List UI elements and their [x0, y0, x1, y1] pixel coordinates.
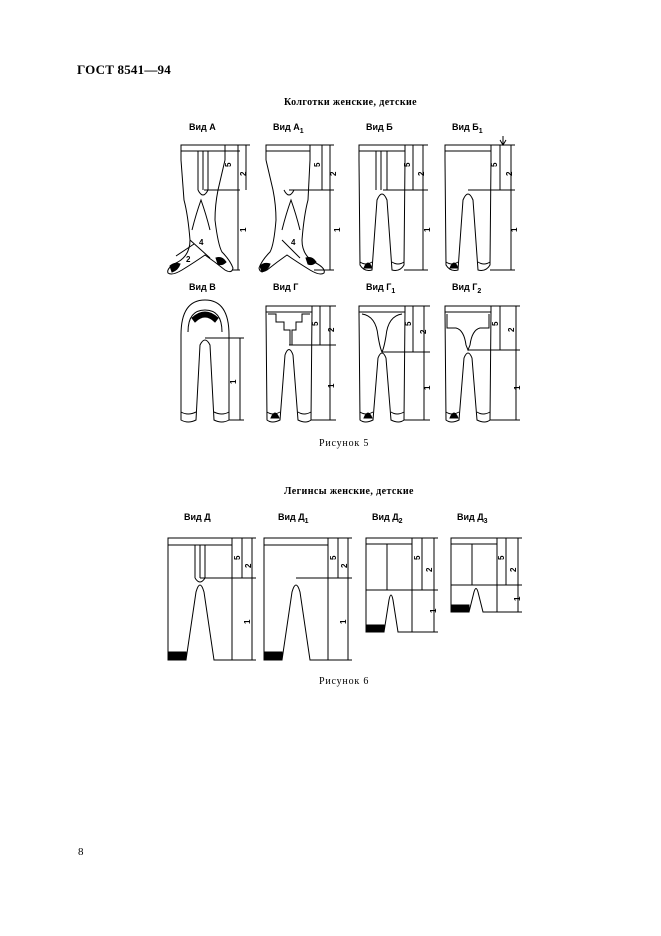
svg-text:5: 5: [311, 321, 320, 326]
drawing-view-v: [181, 300, 244, 422]
svg-text:2: 2: [186, 255, 191, 264]
figure6-title: Легинсы женские, детские: [284, 486, 414, 497]
svg-text:1: 1: [339, 619, 348, 624]
svg-text:4: 4: [199, 238, 204, 247]
svg-text:2: 2: [244, 563, 253, 568]
svg-text:5: 5: [490, 162, 499, 167]
figure5-title: Колготки женские, детские: [284, 97, 417, 108]
svg-text:1: 1: [423, 227, 432, 232]
svg-text:2: 2: [505, 171, 514, 176]
svg-text:2: 2: [425, 567, 434, 572]
drawing-view-g: [266, 306, 336, 422]
svg-text:1: 1: [243, 619, 252, 624]
view-label-a1: Вид $А_1$: [273, 122, 304, 135]
svg-text:1: 1: [239, 227, 248, 232]
drawing-view-d1: [264, 538, 352, 660]
svg-text:1: 1: [510, 227, 519, 232]
svg-text:2: 2: [417, 171, 426, 176]
drawing-view-d2: [366, 538, 438, 632]
view-label-g2: Вид $Г_2$: [452, 282, 482, 295]
view-label-b1: Вид $Б_1$: [452, 122, 483, 135]
drawing-view-g2: [445, 306, 522, 422]
figure5-caption: Рисунок 5: [319, 438, 370, 449]
svg-text:5: 5: [329, 555, 338, 560]
svg-text:1: 1: [423, 385, 432, 390]
svg-text:2: 2: [509, 567, 518, 572]
drawing-view-a: [168, 145, 250, 274]
page-number: 8: [78, 846, 84, 858]
svg-text:1: 1: [513, 385, 522, 390]
view-label-d1: Вид $Д_1$: [278, 512, 309, 525]
svg-text:5: 5: [404, 321, 413, 326]
view-label-d: Вид Д: [184, 512, 211, 522]
svg-text:5: 5: [313, 162, 322, 167]
svg-text:1: 1: [429, 608, 438, 613]
view-label-g: Вид Г: [273, 282, 299, 292]
drawing-view-b: [359, 145, 432, 270]
document-code: ГОСТ 8541—94: [77, 62, 171, 77]
svg-text:5: 5: [413, 555, 422, 560]
svg-text:1: 1: [229, 379, 238, 384]
view-label-a: Вид А: [189, 122, 216, 132]
svg-text:5: 5: [224, 162, 233, 167]
drawing-view-d3: [451, 538, 522, 612]
figure6-caption: Рисунок 6: [319, 676, 370, 687]
drawing-view-g1: [359, 306, 432, 422]
svg-text:1: 1: [327, 383, 336, 388]
svg-text:5: 5: [233, 555, 242, 560]
drawing-view-d: [168, 538, 256, 660]
view-label-b: Вид Б: [366, 122, 393, 132]
drawing-view-b1: [445, 136, 519, 270]
svg-text:2: 2: [329, 171, 338, 176]
view-label-g1: Вид $Г_1$: [366, 282, 396, 295]
svg-text:4: 4: [291, 238, 296, 247]
svg-text:1: 1: [513, 596, 522, 601]
svg-text:2: 2: [419, 329, 428, 334]
svg-text:5: 5: [403, 162, 412, 167]
svg-text:1: 1: [333, 227, 342, 232]
svg-text:2: 2: [327, 327, 336, 332]
view-label-d3: Вид $Д_3$: [457, 512, 488, 525]
svg-text:5: 5: [497, 555, 506, 560]
svg-text:5: 5: [491, 321, 500, 326]
drawing-view-a1: [259, 145, 342, 274]
svg-text:2: 2: [340, 563, 349, 568]
view-label-v: Вид В: [189, 282, 216, 292]
svg-text:2: 2: [239, 171, 248, 176]
svg-text:2: 2: [507, 327, 516, 332]
view-label-d2: Вид $Д_2$: [372, 512, 403, 525]
